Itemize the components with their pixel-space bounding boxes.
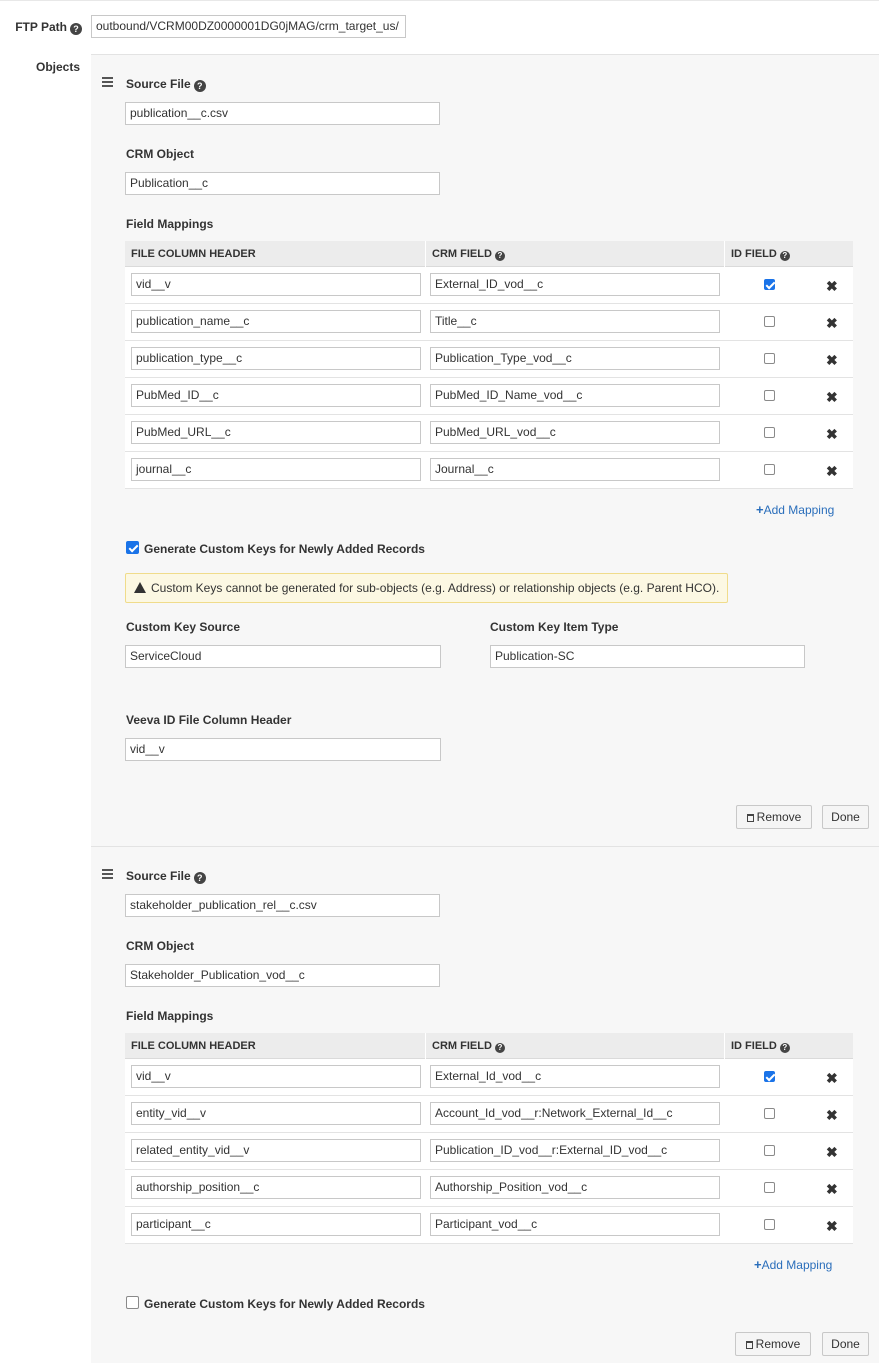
panel-top-border [91,54,879,55]
delete-mapping-icon[interactable]: ✖ [826,1107,838,1123]
crm-field-input[interactable]: Journal__c [430,458,720,481]
remove-button[interactable] [735,1332,811,1356]
veeva-id-header-input[interactable]: vid__v [125,738,441,761]
delete-mapping-icon[interactable]: ✖ [826,352,838,368]
file-header-input[interactable]: entity_vid__v [131,1102,421,1125]
generate-keys-checkbox[interactable] [126,541,139,554]
table-header [125,241,853,267]
id-field-checkbox[interactable] [764,427,775,438]
help-icon[interactable]: ? [495,1043,505,1053]
help-icon[interactable]: ? [495,251,505,261]
delete-mapping-icon[interactable]: ✖ [826,463,838,479]
plus-icon: + [754,1257,762,1272]
table-row [125,267,853,304]
remove-button-label: Remove [756,810,802,824]
add-mapping-text: Add Mapping [761,1258,833,1272]
generate-keys-label: Generate Custom Keys for Newly Added Records [144,542,425,556]
col-crm-field-text: CRM FIELD [432,248,492,260]
custom-key-source-label: Custom Key Source [126,620,241,634]
table-header [125,1033,853,1059]
id-field-checkbox[interactable] [764,1108,775,1119]
crm-field-input[interactable]: External_ID_vod__c [430,273,720,296]
help-icon[interactable]: ? [780,1043,790,1053]
trash-icon [746,1341,753,1349]
file-header-input[interactable]: related_entity_vid__v [131,1139,421,1162]
source-file-label-text: Source File [126,77,191,91]
table-row [125,304,853,341]
file-header-input[interactable]: vid__v [131,273,421,296]
help-icon[interactable]: ? [194,872,206,884]
help-icon[interactable]: ? [70,23,82,35]
ftp-path-label [4,20,82,35]
crm-field-input[interactable]: Account_Id_vod__r:Network_External_Id__c [430,1102,720,1125]
source-file-label [126,77,206,92]
delete-mapping-icon[interactable]: ✖ [826,315,838,331]
col-crm-field [425,1033,724,1059]
table-row [125,415,853,452]
delete-mapping-icon[interactable]: ✖ [826,1218,838,1234]
add-mapping-link[interactable] [754,1257,832,1272]
crm-field-input[interactable]: PubMed_ID_Name_vod__c [430,384,720,407]
table-row [125,452,853,489]
delete-mapping-icon[interactable]: ✖ [826,426,838,442]
id-field-checkbox[interactable] [764,1071,775,1082]
plus-icon: + [756,502,764,517]
source-file-input[interactable]: stakeholder_publication_rel__c.csv [125,894,440,917]
done-button[interactable]: Done [822,805,869,829]
drag-handle-icon[interactable] [102,77,113,89]
col-id-field [724,241,853,267]
top-divider [0,0,879,1]
crm-object-input[interactable]: Stakeholder_Publication_vod__c [125,964,440,987]
crm-field-input[interactable]: Publication_Type_vod__c [430,347,720,370]
field-mappings-label: Field Mappings [126,1009,214,1023]
file-header-input[interactable]: PubMed_ID__c [131,384,421,407]
col-id-field [724,1033,853,1059]
id-field-checkbox[interactable] [764,279,775,290]
col-crm-field-text: CRM FIELD [432,1040,492,1052]
done-button[interactable]: Done [822,1332,869,1356]
crm-field-input[interactable]: Participant_vod__c [430,1213,720,1236]
id-field-checkbox[interactable] [764,1219,775,1230]
id-field-checkbox[interactable] [764,353,775,364]
ftp-path-input[interactable]: outbound/VCRM00DZ0000001DG0jMAG/crm_target_us/ [91,15,406,38]
help-icon[interactable]: ? [780,251,790,261]
crm-field-input[interactable]: External_Id_vod__c [430,1065,720,1088]
field-mappings-table [125,241,853,488]
table-row [125,378,853,415]
custom-key-item-type-label: Custom Key Item Type [490,620,619,634]
crm-object-label: CRM Object [126,939,195,953]
file-header-input[interactable]: PubMed_URL__c [131,421,421,444]
table-row [125,1207,853,1244]
custom-key-item-type-input[interactable]: Publication-SC [490,645,805,668]
col-file-header: FILE COLUMN HEADER [131,248,256,260]
delete-mapping-icon[interactable]: ✖ [826,1144,838,1160]
source-file-label [126,869,206,884]
delete-mapping-icon[interactable]: ✖ [826,278,838,294]
veeva-id-header-label: Veeva ID File Column Header [126,713,292,727]
file-header-input[interactable]: journal__c [131,458,421,481]
id-field-checkbox[interactable] [764,316,775,327]
table-row [125,1096,853,1133]
table-row [125,1170,853,1207]
custom-keys-warning [125,573,728,603]
id-field-checkbox[interactable] [764,1182,775,1193]
crm-field-input[interactable]: Publication_ID_vod__r:External_ID_vod__c [430,1139,720,1162]
generate-keys-checkbox[interactable] [126,1296,139,1309]
table-row [125,1133,853,1170]
delete-mapping-icon[interactable]: ✖ [826,1070,838,1086]
ftp-path-label-text: FTP Path [15,20,67,34]
id-field-checkbox[interactable] [764,1145,775,1156]
col-file-header: FILE COLUMN HEADER [131,1040,256,1052]
source-file-label-text: Source File [126,869,191,883]
file-header-input[interactable]: vid__v [131,1065,421,1088]
table-row [125,341,853,378]
crm-field-input[interactable]: Title__c [430,310,720,333]
table-row [125,1059,853,1096]
crm-field-input[interactable]: Authorship_Position_vod__c [430,1176,720,1199]
crm-object-label: CRM Object [126,147,195,161]
file-header-input[interactable]: publication_name__c [131,310,421,333]
warning-text: Custom Keys cannot be generated for sub-objects (e.g. Address) or relationship objects (e.g. Parent HCO). [151,581,720,595]
col-id-field-text: ID FIELD [731,248,777,260]
warning-icon [134,582,146,593]
add-mapping-text: Add Mapping [763,503,835,517]
col-crm-field [425,241,724,267]
col-id-field-text: ID FIELD [731,1040,777,1052]
remove-button-label: Remove [755,1337,801,1351]
help-icon[interactable]: ? [194,80,206,92]
remove-button[interactable] [736,805,812,829]
add-mapping-link[interactable] [756,502,834,517]
field-mappings-label: Field Mappings [126,217,214,231]
crm-field-input[interactable]: PubMed_URL_vod__c [430,421,720,444]
delete-mapping-icon[interactable]: ✖ [826,389,838,405]
drag-handle-icon[interactable] [102,869,113,881]
file-header-input[interactable]: authorship_position__c [131,1176,421,1199]
crm-object-input[interactable]: Publication__c [125,172,440,195]
trash-icon [747,814,754,822]
file-header-input[interactable]: publication_type__c [131,347,421,370]
objects-label: Objects [35,60,80,74]
file-header-input[interactable]: participant__c [131,1213,421,1236]
delete-mapping-icon[interactable]: ✖ [826,1181,838,1197]
id-field-checkbox[interactable] [764,390,775,401]
source-file-input[interactable]: publication__c.csv [125,102,440,125]
generate-keys-label: Generate Custom Keys for Newly Added Records [144,1297,425,1311]
field-mappings-table [125,1033,853,1243]
id-field-checkbox[interactable] [764,464,775,475]
custom-key-source-input[interactable]: ServiceCloud [125,645,441,668]
